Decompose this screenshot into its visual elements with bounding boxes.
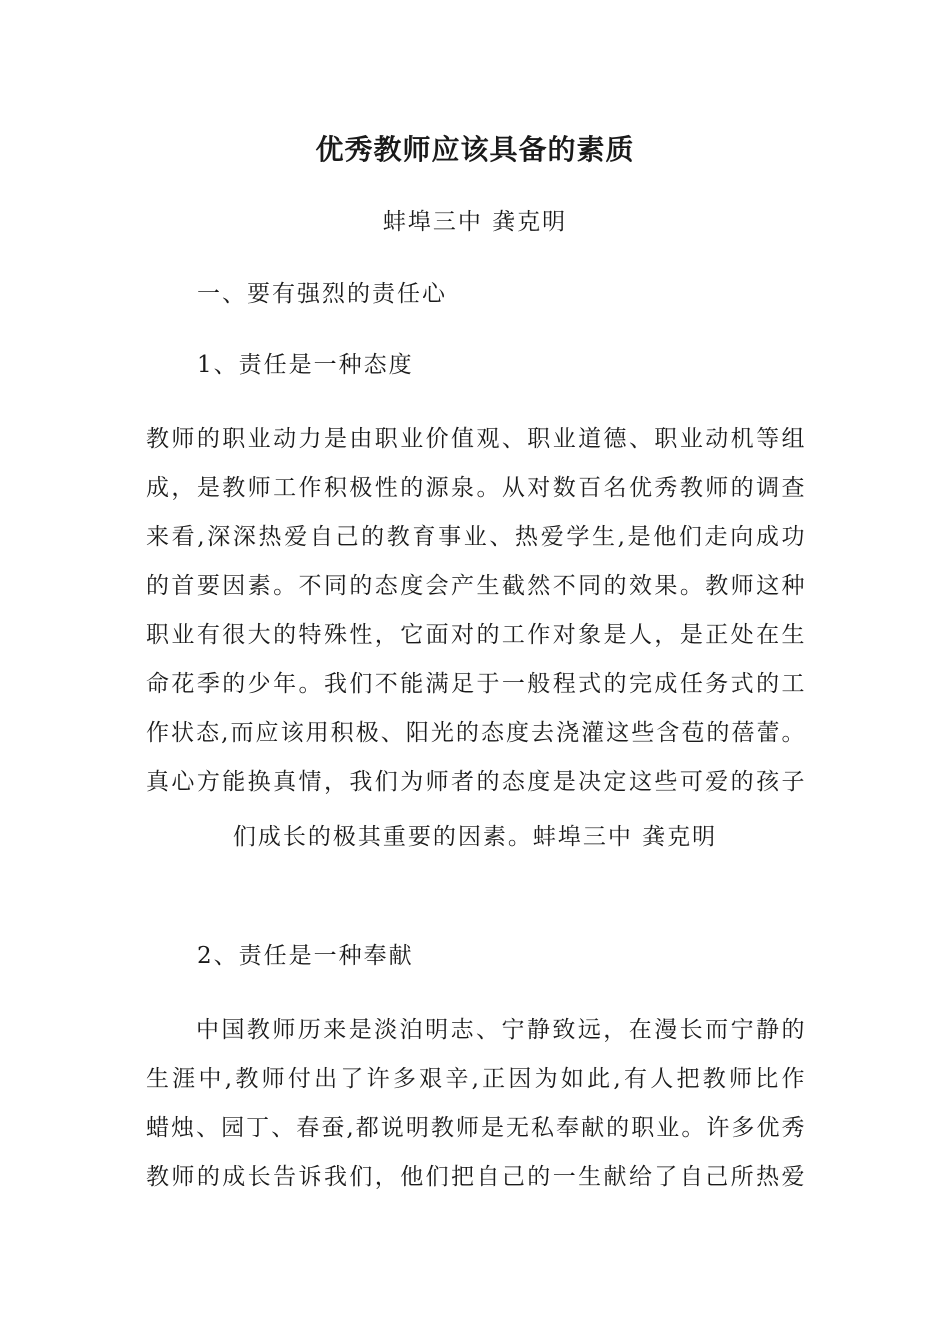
paragraph-line: 来看,深深热爱自己的教育事业、热爱学生,是他们走向成功 (146, 524, 806, 550)
paragraph-line: 生涯中,教师付出了许多艰辛,正因为如此,有人把教师比作 (146, 1066, 806, 1092)
paragraph-line: 成，是教师工作积极性的源泉。从对数百名优秀教师的调查 (146, 475, 806, 501)
paragraph-line: 教师的成长告诉我们，他们把自己的一生献给了自己所热爱 (146, 1164, 806, 1190)
paragraph-attitude (146, 415, 806, 807)
paragraph-line: 教师的职业动力是由职业价值观、职业道德、职业动机等组 (146, 426, 806, 452)
paragraph-line: 真心方能换真情，我们为师者的态度是决定这些可爱的孩子 (146, 769, 806, 795)
subsection-heading-2: 2、责任是一种奉献 (197, 943, 414, 969)
paragraph-line: 的首要因素。不同的态度会产生截然不同的效果。教师这种 (146, 573, 806, 599)
paragraph-line: 中国教师历来是淡泊明志、宁静致远，在漫长而宁静的 (196, 1017, 806, 1043)
author-byline: 蚌埠三中 龚克明 (382, 209, 568, 235)
paragraph-line: 作状态,而应该用积极、阳光的态度去浇灌这些含苞的蓓蕾。 (146, 720, 806, 746)
paragraph-closing-line: 们成长的极其重要的因素。蚌埠三中 龚克明 (232, 824, 718, 850)
section-heading-1: 一、要有强烈的责任心 (197, 281, 447, 307)
subsection-heading-1: 1、责任是一种态度 (197, 352, 414, 378)
paragraph-line: 蜡烛、园丁、春蚕,都说明教师是无私奉献的职业。许多优秀 (146, 1115, 806, 1141)
paragraph-dedication (146, 1006, 806, 1202)
document-title: 优秀教师应该具备的素质 (315, 133, 635, 166)
paragraph-line: 职业有很大的特殊性，它面对的工作对象是人，是正处在生 (146, 622, 806, 648)
paragraph-line: 命花季的少年。我们不能满足于一般程式的完成任务式的工 (146, 671, 806, 697)
